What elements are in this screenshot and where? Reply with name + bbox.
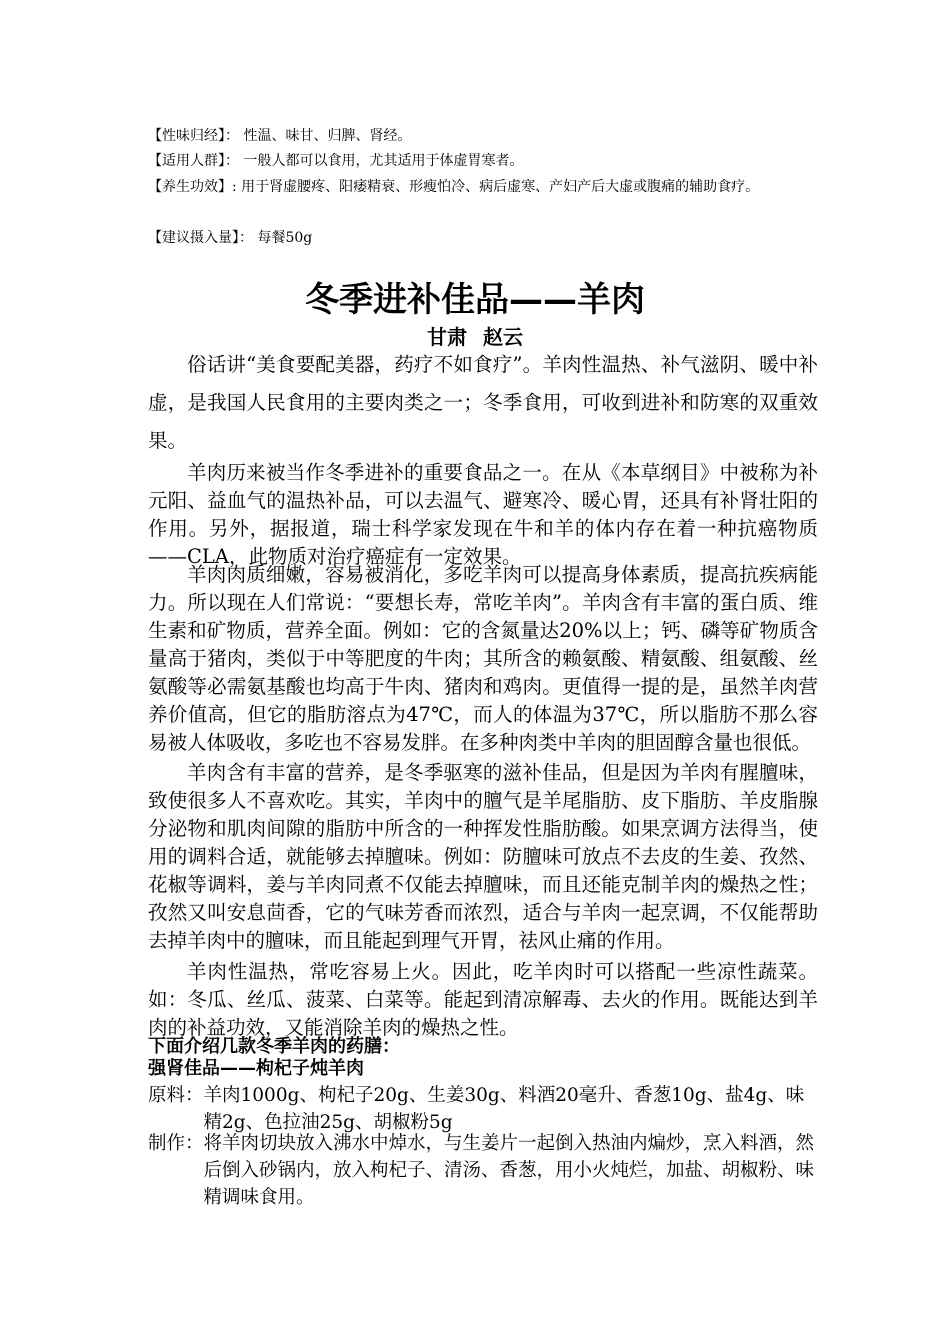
paragraph-5: 羊肉性温热，常吃容易上火。因此，吃羊肉时可以搭配一些凉性蔬菜。如：冬瓜、丝瓜、菠菜、白菜等。能起到清凉解毒、去火的作用。既能达到羊肉的补益功效，又能消除羊肉的燥热之性。 <box>148 960 818 1039</box>
info-suitable-value: 一般人都可以食用，尤其适用于体虚胃寒者。 <box>243 153 524 169</box>
recipes-heading: 下面介绍几款冬季羊肉的药膳： <box>148 1036 400 1057</box>
info-effect-value: 用于肾虚腰疼、阳痿精衰、形瘦怕冷、病后虚寒、产妇产后大虚或腹痛的辅助食疗。 <box>241 179 760 195</box>
info-effect <box>148 177 828 197</box>
info-suitable-label: 【适用人群】： <box>148 153 239 169</box>
recipe-ingredients <box>148 1082 818 1136</box>
ingredients-text: 羊肉1000g、枸杞子20g、生姜30g、料酒20毫升、香葱10g、盐4g、味精2g、色拉油25g、胡椒粉5g <box>203 1085 805 1133</box>
info-nature-label: 【性味归经】： <box>148 128 239 144</box>
paragraph-3: 羊肉肉质细嫩，容易被消化，多吃羊肉可以提高身体素质，提高抗疾病能力。所以现在人们常说：“要想长寿，常吃羊肉”。羊肉含有丰富的蛋白质、维生素和矿物质，营养全面。例如：它的含氮量达20%以上；钙、磷等矿物质含量高于猪肉，类似于中等肥度的牛肉；其所含的赖氨酸、精氨酸、组氨酸、丝氨酸等必需氨基酸也均高于牛肉、猪肉和鸡肉。更值得一提的是，虽然羊肉营养价值高，但它的脂肪溶点为47℃，而人的体温为37℃，所以脂肪不那么容易被人体吸收，多吃也不容易发胖。在多种肉类中羊肉的胆固醇含量也很低。 <box>148 563 818 754</box>
ingredients-label: 原料： <box>148 1085 204 1106</box>
paragraph-1: 俗话讲“美食要配美器，药疗不如食疗”。羊肉性温热、补气滋阴、暖中补虚，是我国人民食用的主要肉类之一；冬季食用，可收到进补和防寒的双重效果。 <box>148 353 818 452</box>
author-name: 赵云 <box>483 325 523 349</box>
info-effect-label: 【养生功效】: <box>148 179 237 195</box>
recipe-title: 强肾佳品——枸杞子炖羊肉 <box>148 1058 364 1079</box>
paragraph-2: 羊肉历来被当作冬季进补的重要食品之一。在从《本草纲目》中被称为补元阳、益血气的温热补品，可以去温气、避寒冷、暖心胃，还具有补肾壮阳的作用。另外，据报道，瑞士科学家发现在牛和羊的体内存在着一种抗癌物质——CLA，此物质对治疗癌症有一定效果。 <box>148 461 818 568</box>
method-label: 制作： <box>148 1133 204 1154</box>
author-place: 甘肃 <box>427 325 467 349</box>
info-nature <box>148 126 828 146</box>
info-intake-value: 每餐50g <box>257 230 313 246</box>
article-title: 冬季进补佳品——羊肉 <box>305 280 645 320</box>
info-intake-label: 【建议摄入量】： <box>148 230 253 246</box>
info-intake <box>148 228 828 248</box>
info-suitable <box>148 151 828 171</box>
info-nature-value: 性温、味甘、归脾、肾经。 <box>243 128 412 144</box>
paragraph-4: 羊肉含有丰富的营养，是冬季驱寒的滋补佳品，但是因为羊肉有腥膻味，致使很多人不喜欢吃。其实，羊肉中的膻气是羊尾脂肪、皮下脂肪、羊皮脂腺分泌物和肌肉间隙的脂肪中所含的一种挥发性脂肪酸。如果烹调方法得当，使用的调料合适，就能够去掉膻味。例如：防膻味可放点不去皮的生姜、孜然、花椒等调料，姜与羊肉同煮不仅能去掉膻味，而且还能克制羊肉的燥热之性；孜然又叫安息茴香，它的气味芳香而浓烈，适合与羊肉一起烹调，不仅能帮助去掉羊肉中的膻味，而且能起到理气开胃，祛风止痛的作用。 <box>148 761 818 952</box>
method-text: 将羊肉切块放入沸水中焯水，与生姜片一起倒入热油内煸炒，烹入料酒，然后倒入砂锅内，放入枸杞子、清汤、香葱，用小火炖烂，加盐、胡椒粉、味精调味食用。 <box>203 1133 815 1208</box>
recipe-method <box>148 1130 818 1211</box>
